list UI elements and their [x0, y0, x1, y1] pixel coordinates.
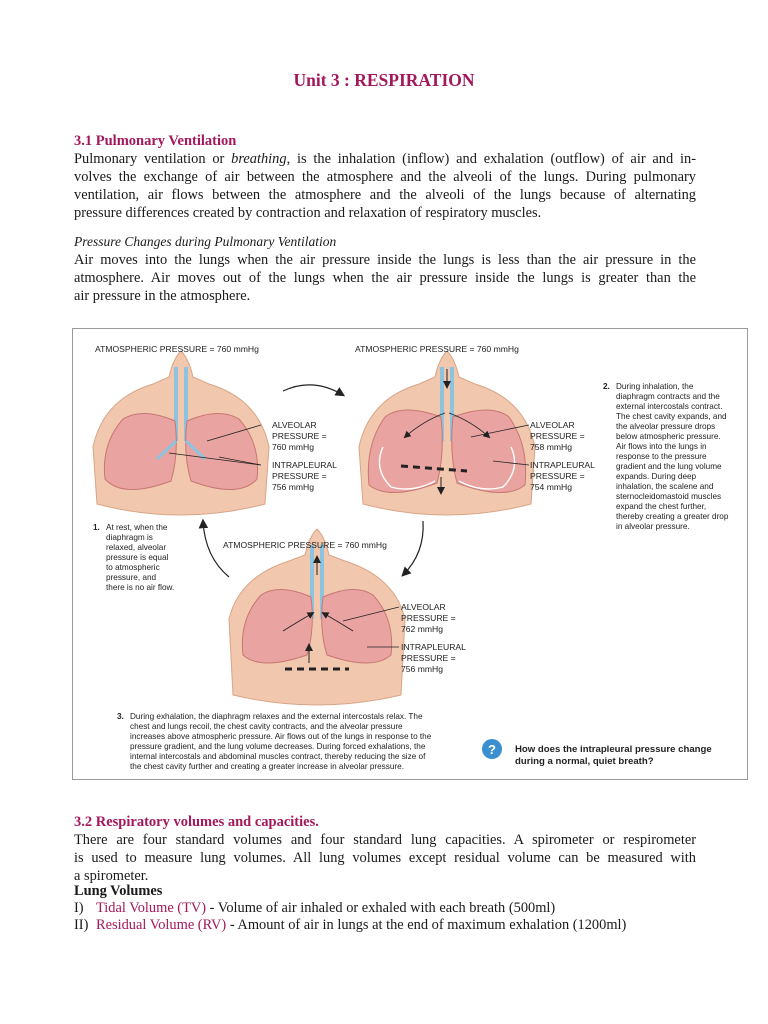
intrapleural-label: INTRAPLEURAL [272, 460, 337, 470]
paragraph-respiratory-volumes [74, 831, 696, 885]
intrapleural-label: PRESSURE = [272, 471, 327, 481]
step-2-caption-line: thereby creating a greater drop [616, 512, 729, 521]
intrapleural-value: 756 mmHg [401, 664, 444, 674]
step-2-caption-line: external intercostals contract. [616, 402, 723, 411]
step-3-caption-line: chest and lungs recoil, the chest cavity contracts, and the alveolar pressure [130, 722, 403, 731]
page-title: Unit 3 : RESPIRATION [293, 70, 475, 90]
question-text: during a normal, quiet breath? [515, 756, 654, 767]
step-1-caption-line: relaxed, alveolar [106, 543, 167, 552]
atmospheric-label: ATMOSPHERIC PRESSURE = 760 mmHg [355, 344, 519, 354]
step-1-caption-line: there is no air flow. [106, 583, 175, 592]
section-heading-3-2: 3.2 Respiratory volumes and capacities. [74, 814, 319, 830]
paragraph-line: atmosphere. Air moves out of the lungs when the air pressure inside the lungs is greater than the [74, 270, 696, 286]
paragraph-line: air pressure in the atmosphere. [74, 288, 251, 304]
term-description: - Amount of air in lungs at the end of maximum exhalation (1200ml) [226, 917, 627, 933]
step-number: 1. [93, 523, 100, 532]
panel-at-rest [93, 351, 269, 515]
atmospheric-label: ATMOSPHERIC PRESSURE = 760 mmHg [223, 540, 387, 550]
paragraph-line: ventilation, air flows between the atmosphere and the alveoli of the lungs because of alternating [74, 187, 696, 203]
paragraph-line: There are four standard volumes and four standard lung capacities. A spirometer or respirometer [74, 832, 696, 848]
step-number: 3. [117, 712, 124, 721]
step-2-caption-line: The chest cavity expands, and [616, 412, 727, 421]
step-2-caption-line: below atmospheric pressure. [616, 432, 721, 441]
ventilation-figure [72, 328, 748, 780]
list-item [74, 917, 626, 934]
paragraph-line: pressure differences created by contraction and relaxation of respiratory muscles. [74, 205, 542, 221]
step-3-caption-line: increases above atmospheric pressure. Air flows out of the lungs in response to the [130, 732, 432, 741]
alveolar-label: PRESSURE = [401, 613, 456, 623]
step-2-caption-line: gradient and the lung volume [616, 462, 722, 471]
cycle-arrow [403, 521, 423, 575]
panel-inhalation [359, 351, 535, 515]
paragraph-line: is used to measure lung volumes. All lung volumes except residual volume can be measured with [74, 850, 696, 866]
step-2-caption-line: Air flows into the lungs in [616, 442, 707, 451]
step-3-caption-line: pressure gradient, and the lung volume decreases. During forced exhalations, the [130, 742, 426, 751]
intrapleural-label: PRESSURE = [401, 653, 456, 663]
ventilation-diagram [73, 329, 749, 781]
list-item [74, 900, 555, 917]
step-2-caption-line: During inhalation, the [616, 382, 694, 391]
term-tidal-volume: Tidal Volume (TV) [96, 900, 207, 916]
step-3-caption-line: During exhalation, the diaphragm relaxes and the external intercostals relax. The [130, 712, 423, 721]
list-number: II) [74, 917, 89, 933]
intrapleural-value: 754 mmHg [530, 482, 573, 492]
step-3-caption-line: the chest cavity further and creating a greater increase in alveolar pressure. [130, 762, 404, 771]
question-icon-glyph: ? [488, 742, 496, 757]
step-2-caption-line: diaphragm contracts and the [616, 392, 720, 401]
step-2-caption-line: the alveolar pressure drops [616, 422, 716, 431]
paragraph-line: a spirometer. [74, 868, 149, 884]
panel-exhalation [229, 529, 405, 705]
alveolar-value: 762 mmHg [401, 624, 444, 634]
subheading-pressure-changes: Pressure Changes during Pulmonary Ventilation [74, 234, 337, 249]
alveolar-label: ALVEOLAR [530, 420, 575, 430]
step-2-caption-line: sternocleidomastoid muscles [616, 492, 722, 501]
step-2-caption-line: inhalation, the scalene and [616, 482, 714, 491]
section-heading-3-1: 3.1 Pulmonary Ventilation [74, 133, 237, 149]
intrapleural-label: INTRAPLEURAL [401, 642, 466, 652]
step-1-caption-line: to atmospheric [106, 563, 160, 572]
step-1-caption-line: At rest, when the [106, 523, 168, 532]
paragraph-pulmonary-ventilation [74, 150, 696, 222]
alveolar-value: 760 mmHg [272, 442, 315, 452]
alveolar-label: ALVEOLAR [272, 420, 317, 430]
alveolar-value: 758 mmHg [530, 442, 573, 452]
paragraph-pressure-changes [74, 251, 696, 305]
intrapleural-label: INTRAPLEURAL [530, 460, 595, 470]
step-2-caption-line: expands. During deep [616, 472, 697, 481]
intrapleural-value: 756 mmHg [272, 482, 315, 492]
alveolar-label: PRESSURE = [272, 431, 327, 441]
step-1-caption-line: pressure, and [106, 573, 157, 582]
step-1-caption-line: diaphragm is [106, 533, 153, 542]
step-number: 2. [603, 382, 610, 391]
lung-volumes-heading: Lung Volumes [74, 883, 163, 899]
intrapleural-label: PRESSURE = [530, 471, 585, 481]
alveolar-label: ALVEOLAR [401, 602, 446, 612]
step-1-caption-line: pressure is equal [106, 553, 169, 562]
term-description: - Volume of air inhaled or exhaled with each breath (500ml) [206, 900, 556, 916]
step-3-caption-line: internal intercostals and abdominal muscles contract, thereby reducing the size of [130, 752, 426, 761]
term-residual-volume: Residual Volume (RV) [96, 917, 227, 933]
alveolar-label: PRESSURE = [530, 431, 585, 441]
list-number: I) [74, 900, 84, 916]
step-2-caption-line: in alveolar pressure. [616, 522, 690, 531]
paragraph-line: Air moves into the lungs when the air pressure inside the lungs is less than the air pressure in the [74, 252, 696, 268]
step-2-caption-line: expand the chest further, [616, 502, 707, 511]
step-2-caption-line: response to the pressure [616, 452, 707, 461]
question-text: How does the intrapleural pressure change [515, 744, 712, 755]
atmospheric-label: ATMOSPHERIC PRESSURE = 760 mmHg [95, 344, 259, 354]
paragraph-line: Pulmonary ventilation or breathing, is the inhalation (inflow) and exhalation (outflow) of air and in- [74, 151, 696, 167]
paragraph-line: volves the exchange of air between the atmosphere and the alveoli of the lungs. During pulmonary [74, 169, 696, 185]
cycle-arrow [283, 385, 343, 395]
